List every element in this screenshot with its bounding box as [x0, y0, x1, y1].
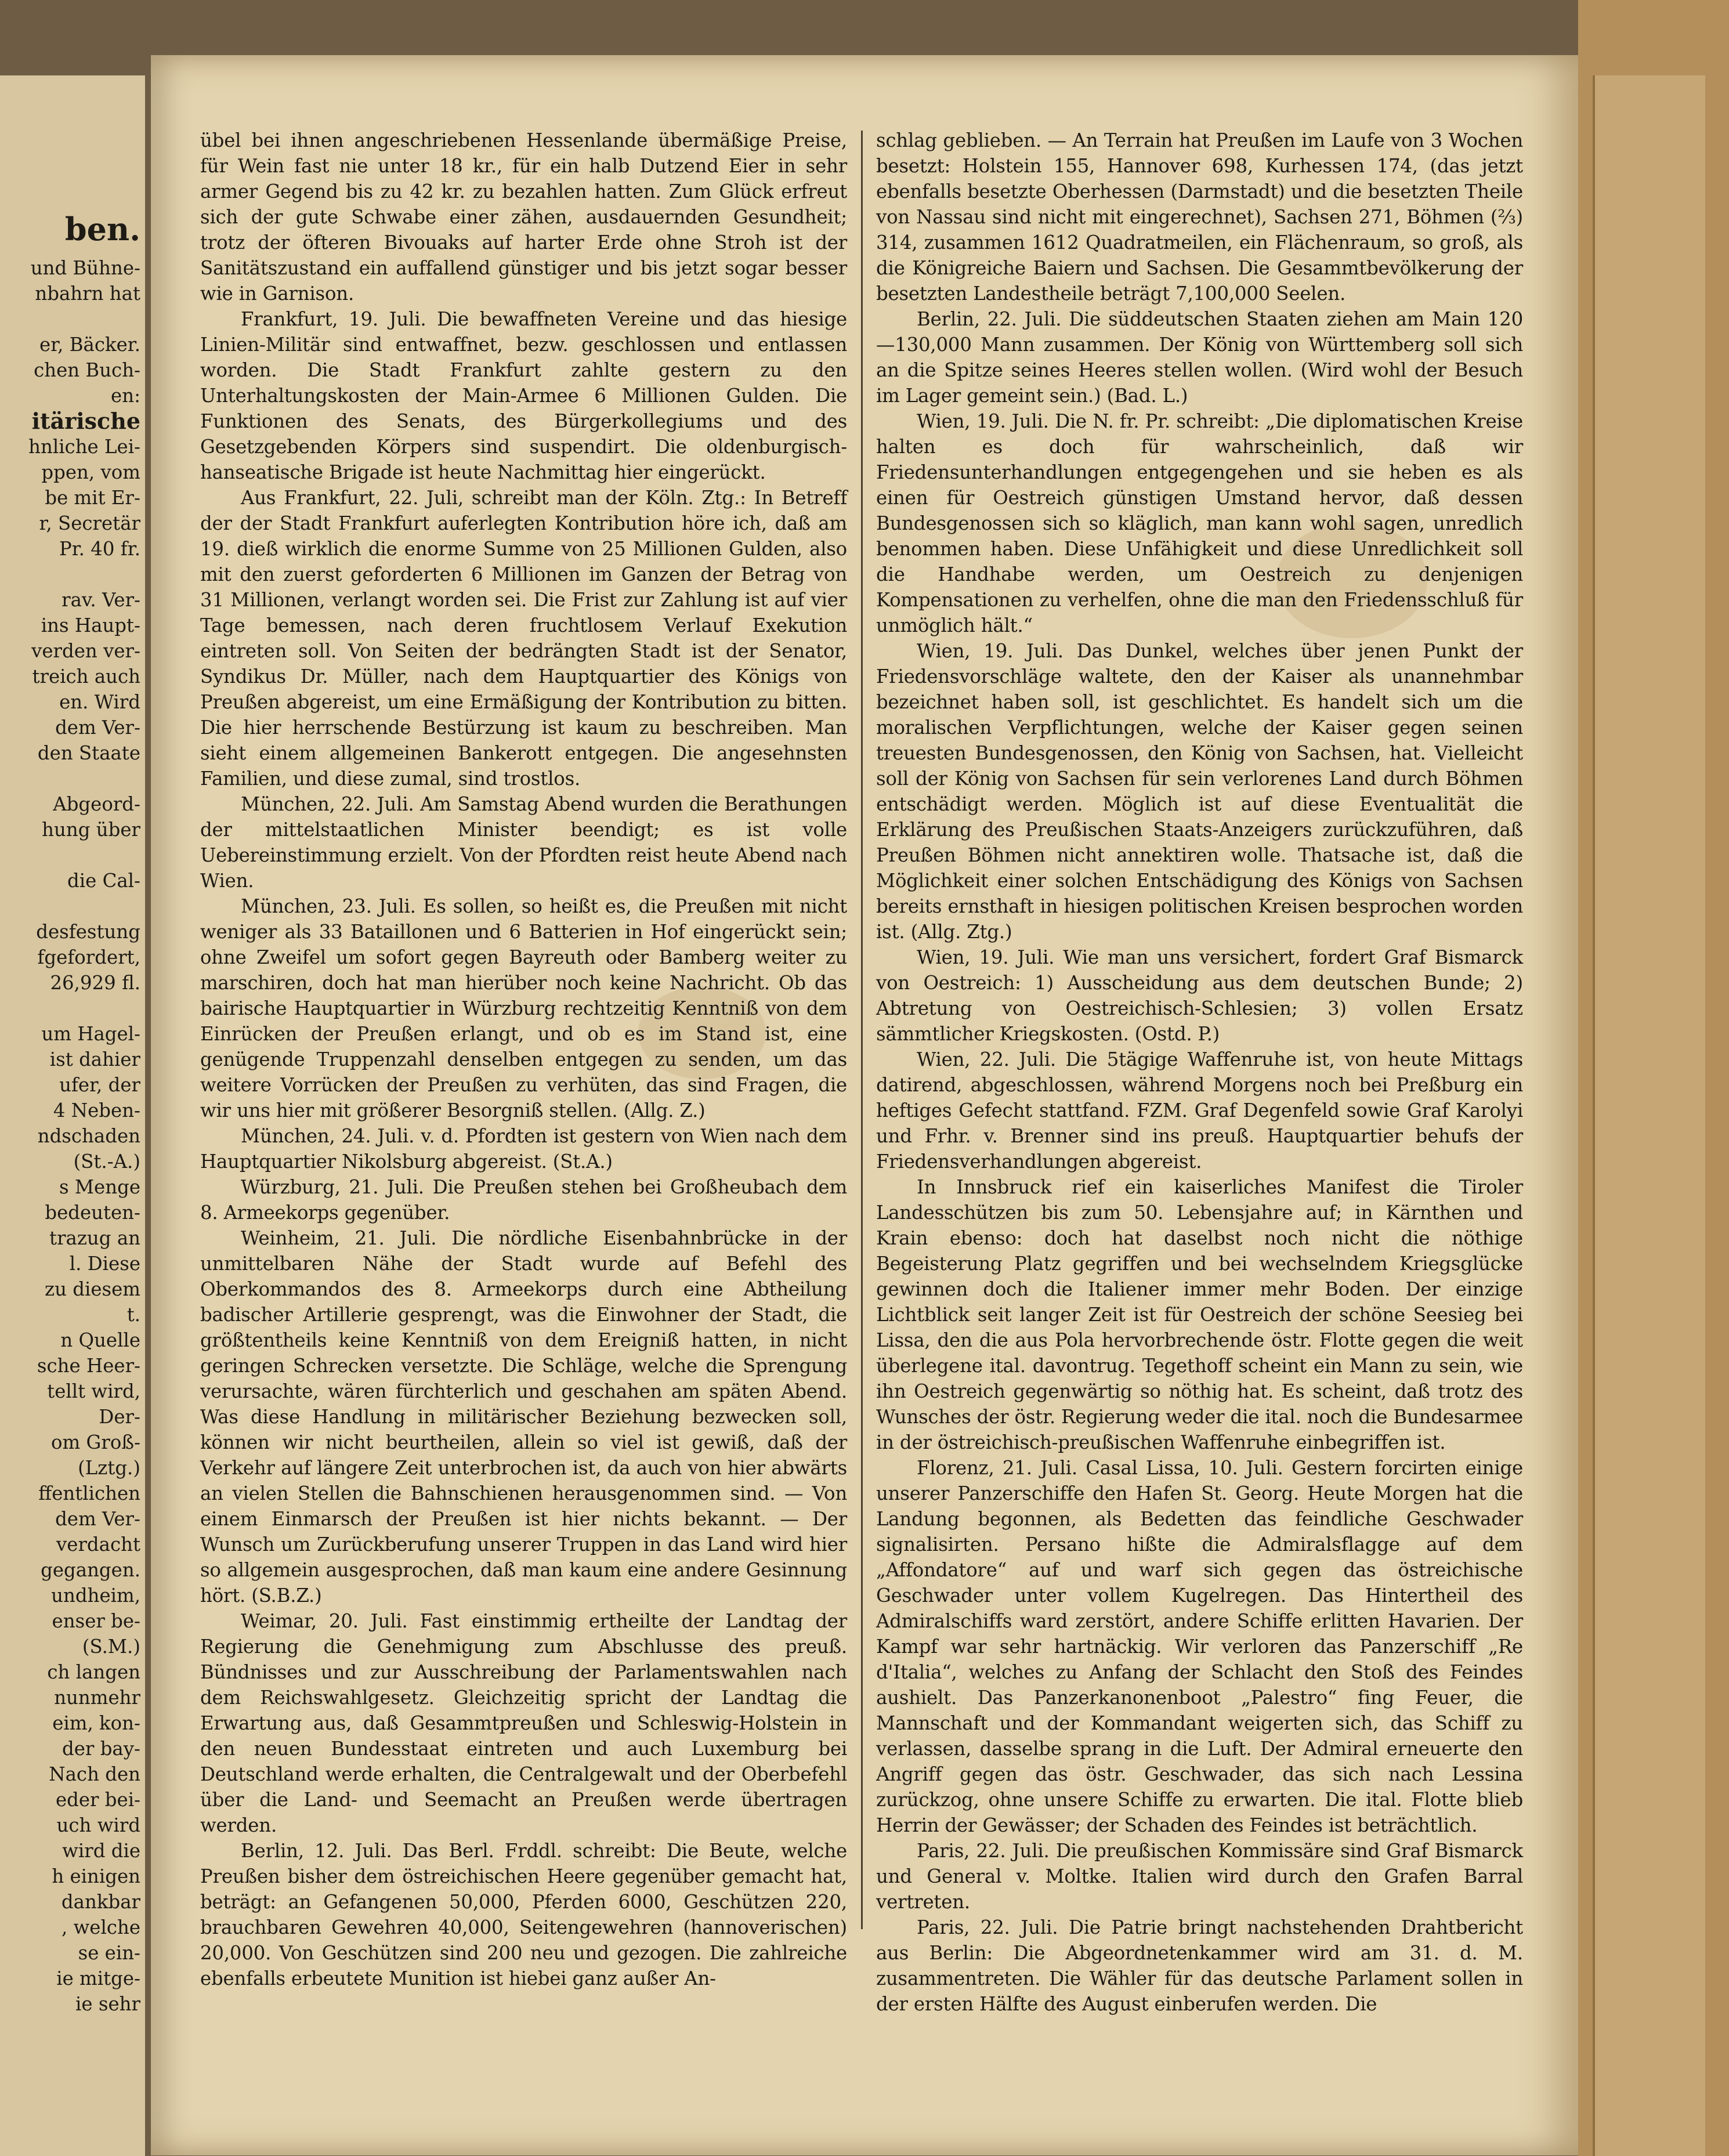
left-page-line: h einigen [52, 1865, 140, 1887]
left-page-line: Nach den [49, 1763, 140, 1785]
left-page-line: Abgeord- [53, 793, 140, 815]
article-paragraph: Berlin, 22. Juli. Die süddeutschen Staaten ziehen am Main 120—130,000 Mann zusammen. Der König von Württemberg soll sich an die Spitze seines Heeres stellen wollen. (Wird wohl der Besuch im Lager gemeint sein.) (Bad. L.) [876, 308, 1523, 407]
left-page-line: hung über [42, 819, 140, 841]
left-page-line: ie mitge- [56, 1967, 140, 1989]
left-page-line: nbahrn hat [35, 283, 140, 305]
left-page-line: enser be- [52, 1610, 140, 1632]
left-page-line [0, 766, 145, 791]
left-page-line [0, 562, 145, 587]
book-cover-inner [1593, 75, 1705, 2156]
left-page-line: , welche [61, 1916, 140, 1938]
article-paragraph: Paris, 22. Juli. Die Patrie bringt nachstehenden Drahtbericht aus Berlin: Die Abgeordnetenkammer wird am 31. d. M. zusammentreten. Die Wähler für das deutsche Parlament sollen in der ersten Hälfte des August einberufen werden. Die [876, 1916, 1523, 2015]
left-page-line: wird die [62, 1840, 140, 1862]
left-page-line: ins Haupt- [41, 614, 140, 636]
left-page-line: r, Secretär [39, 512, 140, 534]
left-page-line: uch wird [56, 1814, 140, 1836]
article-paragraph: Florenz, 21. Juli. Casal Lissa, 10. Juli. Gestern forcirten einige unserer Panzerschiffe den Hafen St. Georg. Heute Morgen hat die Landung begonnen, als Bedetten das feindliche Geschwader signalisirten. Persano hißte die Admiralsflagge auf dem „Affondatore“ auf und warf sich gegen das östreichische Geschwader unter vollem Kugelregen. Das Hintertheil des Admiralschiffs ward zerstört, andere Schiffe erlitten Havarien. Der Kampf war sehr hartnäckig. Wir verloren das Panzerschiff „Re d'Italia“, welches zu Anfang der Schlacht den Stoß des Feindes aushielt. Das Panzerkanonenboot „Palestro“ fing Feuer, die Mannschaft und der Kommandant weigerten sich, das Schiff zu verlassen, dasselbe sprang in die Luft. Der Admiral erneuerte den Angriff gegen das östr. Geschwader, das sich nach Lessina zurückzog, ohne unsere Schiffe zu erwarten. Die ital. Flotte blieb Herrin der Gewässer; der Schaden des Feindes ist beträchtlich. [876, 1457, 1523, 1836]
left-page-line: 4 Neben- [53, 1099, 140, 1122]
left-page [0, 75, 145, 2156]
article-paragraph: Paris, 22. Juli. Die preußischen Kommissäre sind Graf Bismarck und General v. Moltke. Italien wird durch den Grafen Barral vertreten. [876, 1840, 1523, 1913]
left-page-line: und Bühne- [30, 257, 140, 279]
left-page-line: rav. Ver- [62, 589, 140, 611]
article-paragraph: Aus Frankfurt, 22. Juli, schreibt man der Köln. Ztg.: In Betreff der der Stadt Frankfurt auferlegten Kontribution höre ich, daß am 19. dieß wirklich die enorme Summe von 25 Millionen Gulden, also mit den zuerst geforderten 6 Millionen im Ganzen der Betrag von 31 Millionen, verlangt worden sei. Die Frist zur Zahlung ist auf vier Tage bemessen, nach deren fruchtlosem Verlauf Exekution eintreten soll. Von Seiten der bedrängten Stadt ist der Senator, Syndikus Dr. Müller, nach dem Hauptquartier des Königs von Preußen abgereist, um eine Ermäßigung der Kontribution zu bitten. Die hier herrschende Bestürzung ist kaum zu beschreiben. Man sieht einem allgemeinen Bankerott entgegen. Die angesehnsten Familien, und diese zumal, sind trostlos. [200, 487, 847, 790]
left-page-line: ch langen [47, 1661, 140, 1683]
article-paragraph: Würzburg, 21. Juli. Die Preußen stehen bei Großheubach dem 8. Armeekorps gegenüber. [200, 1176, 847, 1224]
left-page-line: eder bei- [55, 1789, 140, 1811]
left-page-line: (St.-A.) [73, 1151, 140, 1173]
article-paragraph: Berlin, 12. Juli. Das Berl. Frddl. schreibt: Die Beute, welche Preußen bisher dem östreichischen Heere gegenüber gemacht hat, beträgt: an Gefangenen 50,000, Pferden 6000, Geschützen 220, brauchbaren Gewehren 40,000, Seitengewehren (hannoverischen) 20,000. Von Geschützen sind 200 neu und gezogen. Die zahlreiche ebenfalls erbeutete Munition ist hiebei ganz außer An- [200, 1840, 847, 1989]
left-page-line: undheim, [51, 1585, 140, 1607]
article-paragraph: München, 23. Juli. Es sollen, so heißt es, die Preußen mit nicht weniger als 33 Bataillonen und 6 Batterien in Hof eingerückt sein; ohne Zweifel um sofort gegen Bayreuth oder Bamberg weiter zu marschiren, doch hat man hierüber noch keine Nachricht. Ob das bairische Hauptquartier in Würzburg rechtzeitig Kenntniß von dem Einrücken der Preußen erlangt, und ob es im Stand ist, eine genügende Truppenzahl denselben entgegen zu senden, um das weitere Vorrücken der Preußen zu verhüten, das sind Fragen, die wir uns hier mit größerer Besorgniß stellen. (Allg. Z.) [200, 895, 847, 1122]
left-page-line: ufer, der [59, 1074, 140, 1096]
column-left [200, 128, 847, 2089]
left-page-line [0, 842, 145, 868]
article-paragraph: Wien, 19. Juli. Wie man uns versichert, fordert Graf Bismarck von Oestreich: 1) Ausscheidung aus dem deutschen Bunde; 2) Abtretung von Oestreichisch-Schlesien; 3) vollen Ersatz sämmtlicher Kriegskosten. (Ostd. P.) [876, 946, 1523, 1045]
left-page-line: gegangen. [41, 1559, 140, 1581]
left-page-line: tellt wird, [47, 1380, 140, 1402]
left-page-line: ist dahier [49, 1048, 140, 1070]
left-page-line: ppen, vom [41, 461, 140, 483]
left-page-line: dem Ver- [55, 1508, 140, 1530]
column-right [876, 128, 1523, 2015]
left-page-line: um Hagel- [41, 1023, 140, 1045]
left-page-line: desfestung [36, 921, 140, 943]
left-page-line: se ein- [78, 1942, 140, 1964]
left-page-line: nunmehr [54, 1687, 140, 1709]
left-page-line: en. Wird [59, 691, 140, 713]
left-page-line: dem Ver- [55, 717, 140, 739]
left-page-line: 26,929 fl. [50, 972, 140, 994]
left-page-line: t. [126, 1304, 140, 1326]
left-page-line: om Groß- [51, 1431, 140, 1453]
left-page-line: hnliche Lei- [28, 436, 140, 458]
left-page-line: ie sehr [75, 1993, 140, 2015]
left-page-line: eim, kon- [52, 1712, 140, 1734]
article-paragraph: Wien, 22. Juli. Die 5tägige Waffenruhe ist, von heute Mittags datirend, abgeschlossen, während Morgens noch bei Preßburg ein heftiges Gefecht stattfand. FZM. Graf Degenfeld sowie Graf Karolyi und Frhr. v. Brenner sind ins preuß. Hauptquartier behufs der Friedensverhandlungen abgereist. [876, 1048, 1523, 1173]
article-paragraph: München, 22. Juli. Am Samstag Abend wurden die Berathungen der mittelstaatlichen Minister beendigt; es ist volle Uebereinstimmung erzielt. Von der Pfordten reist heute Abend nach Wien. [200, 793, 847, 892]
article-paragraph: Frankfurt, 19. Juli. Die bewaffneten Vereine und das hiesige Linien-Militär sind entwaffnet, bezw. geschlossen und entlassen worden. Die Stadt Frankfurt zahlte gestern zu den Unterhaltungskosten der Main-Armee 6 Millionen Gulden. Die Funktionen des Senats, des Bürgerkollegiums und des Gesetzgebenden Körpers sind suspendirt. Die oldenburgisch-hanseatische Brigade ist heute Nachmittag hier eingerückt. [200, 308, 847, 483]
left-page-line: den Staate [37, 742, 140, 764]
article-paragraph: übel bei ihnen angeschriebenen Hessenlande übermäßige Preise, für Wein fast nie unter 18 kr., für ein halb Dutzend Eier in sehr armer Gegend bis zu 42 kr. zu bezahlen hatten. Zum Glück erfreut sich der gute Schwabe einer zähen, ausdauernden Gesundheit; trotz der öfteren Bivouaks auf harter Erde ohne Stroh ist der Sanitätszustand ein auffallend günstiger und bis jetzt sogar besser wie in Garnison. [200, 129, 847, 305]
left-page-line: treich auch [32, 665, 140, 688]
left-page-line [0, 893, 145, 919]
left-page-line: Pr. 40 fr. [59, 538, 140, 560]
left-page-line [0, 996, 145, 1021]
left-page-line: Der- [99, 1406, 140, 1428]
article-paragraph: Weimar, 20. Juli. Fast einstimmig ertheilte der Landtag der Regierung die Genehmigung zum Abschlusse des preuß. Bündnisses und zur Ausschreibung der Parlamentswahlen nach dem Reichswahlgesetz. Gleichzeitig spricht der Landtag die Erwartung aus, daß Gesammtpreußen und Schleswig-Holstein in den neuen Bundesstaat eintreten und auch Luxemburg bei Deutschland werde erhalten, die Centralgewalt und der Oberbefehl über die Land- und Seemacht an Preußen werde übertragen werden. [200, 1610, 847, 1836]
left-page-line: die Cal- [67, 870, 140, 892]
left-page-line: itärische [31, 408, 140, 434]
left-page-line [0, 306, 145, 332]
article-paragraph: Weinheim, 21. Juli. Die nördliche Eisenbahnbrücke in der unmittelbaren Nähe der Stadt wurde auf Befehl des Oberkommandos des 8. Armeekorps durch eine Abtheilung badischer Artillerie gesprengt, was die Einwohner der Stadt, die größtentheils keine Kenntniß von dem Ereigniß hatten, in nicht geringen Schrecken versetzte. Die Schläge, welche die Sprengung verursachte, wären fürchterlich und geschahen am späten Abend. Was diese Handlung in militärischer Beziehung bezwecken soll, können wir nicht beurtheilen, allein so viel ist gewiß, daß der Verkehr auf längere Zeit unterbrochen ist, da auch von hier abwärts an vielen Stellen die Bahnschienen herausgenommen sind. — Von einem Einmarsch der Preußen ist hier nichts bekannt. — Der Wunsch um Zurückberufung unserer Truppen in das Land wird hier so allgemein ausgesprochen, daß man kaum eine andere Gesinnung hört. (S.B.Z.) [200, 1227, 847, 1607]
article-paragraph: München, 24. Juli. v. d. Pfordten ist gestern von Wien nach dem Hauptquartier Nikolsburg abgereist. (St.A.) [200, 1125, 847, 1173]
left-page-line: verdacht [56, 1533, 140, 1555]
left-page-line: ffentlichen [38, 1482, 140, 1504]
left-page-line: ndschaden [37, 1125, 140, 1147]
article-paragraph: schlag geblieben. — An Terrain hat Preußen im Laufe von 3 Wochen besetzt: Holstein 155, Hannover 698, Kurhessen 174, (das jetzt ebenfalls besetzte Oberhessen (Darmstadt) und die besetzten Theile von Nassau sind nicht mit eingerechnet), Sachsen 271, Böhmen (⅔) 314, zusammen 1612 Quadratmeilen, ein Flächenraum, so groß, als die Königreiche Baiern und Sachsen. Die Gesammtbevölkerung der besetzten Landestheile beträgt 7,100,000 Seelen. [876, 129, 1523, 305]
left-page-line: bedeuten- [45, 1202, 140, 1224]
left-page-line: l. Diese [69, 1253, 140, 1275]
article-paragraph: Wien, 19. Juli. Die N. fr. Pr. schreibt: „Die diplomatischen Kreise halten es doch für wahrscheinlich, daß wir Friedensunterhandlungen entgegengehen und sie heben es als einen für Oestreich günstigen Umstand hervor, daß dessen Bundesgenossen sich so kläglich, man kann wohl sagen, unredlich benommen haben. Diese Unfähigkeit und diese Unredlichkeit soll die Handhabe werden, um Oestreich zu denjenigen Kompensationen zu verhelfen, ohne die man den Friedensschluß für unmöglich hält.“ [876, 410, 1523, 636]
left-page-line: (Lztg.) [78, 1457, 140, 1479]
left-page-line: s Menge [59, 1176, 140, 1198]
column-divider [861, 131, 863, 1929]
article-paragraph: In Innsbruck rief ein kaiserliches Manifest die Tiroler Landesschützen bis zum 50. Lebensjahre auf; in Kärnthen und Krain ebenso: doch hat daselbst noch nicht die nöthige Begeisterung Platz gegriffen und bei wechselndem Kriegsglücke gewinnen doch die Italiener immer mehr Boden. Der einzige Lichtblick seit langer Zeit ist für Oestreich der schöne Seesieg bei Lissa, den die aus Pola hervorbrechende östr. Flotte gegen die weit überlegene ital. davontrug. Tegethoff scheint ein Mann zu sein, wie ihn Oestreich gegenwärtig so nöthig hat. Es scheint, daß trotz des Wunsches der östr. Regierung weder die ital. noch die Bundesarmee in der östreichisch-preußischen Waffenruhe einbegriffen ist. [876, 1176, 1523, 1453]
left-page-line: be mit Er- [45, 487, 140, 509]
left-page-line: chen Buch- [34, 359, 140, 381]
left-page-line: er, Bäcker. [39, 334, 140, 356]
left-page-line: verden ver- [31, 640, 140, 662]
left-page-line: zu diesem [45, 1278, 140, 1300]
left-page-line: fgefordert, [37, 946, 140, 968]
left-page-line: en: [111, 385, 140, 407]
left-page-line: (S.M.) [82, 1636, 140, 1658]
left-page-line: n Quelle [60, 1329, 140, 1351]
left-page-line: trazug an [49, 1227, 140, 1249]
left-page-fragments [0, 203, 145, 2017]
left-page-line: sche Heer- [37, 1355, 140, 1377]
article-paragraph: Wien, 19. Juli. Das Dunkel, welches über jenen Punkt der Friedensvorschläge waltete, den der Kaiser als unannehmbar bezeichnet haben soll, ist geschlichtet. Es handelt sich um die moralischen Verpflichtungen, welche der Kaiser gegen seinen treuesten Bundesgenossen, den König von Sachsen, hat. Vielleicht soll der König von Sachsen für sein verlorenes Land durch Böhmen entschädigt werden. Möglich ist auf diese Eventualität die Erklärung des Preußischen Staats-Anzeigers zurückzuführen, daß Preußen Böhmen nicht annektiren wolle. Thatsache ist, daß die Möglichkeit einer solchen Entschädigung des Königs von Sachsen bereits ernsthaft in hiesigen politischen Kreisen besprochen worden ist. (Allg. Ztg.) [876, 640, 1523, 943]
left-page-line: der bay- [62, 1738, 140, 1760]
left-page-line: dankbar [61, 1891, 140, 1913]
left-page-line: ben. [64, 211, 140, 248]
